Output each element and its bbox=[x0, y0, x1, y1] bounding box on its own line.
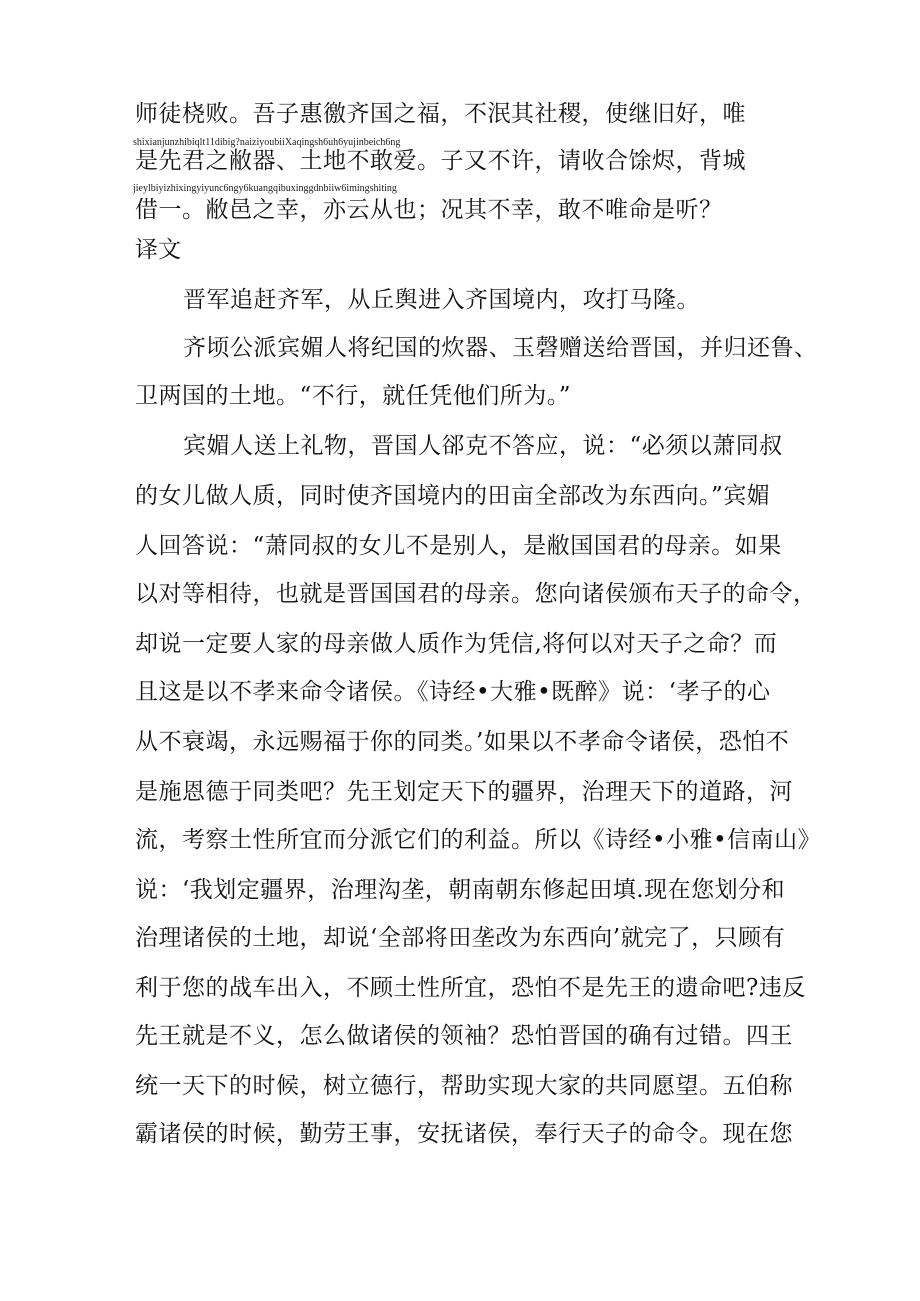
translation-paragraph-line: 人回答说：“萧同叔的女儿不是别人，是敝国国君的母亲。如果 bbox=[135, 533, 782, 559]
translation-paragraph-line: 卫两国的土地。“不行，就任凭他们所为。” bbox=[135, 383, 572, 409]
translation-paragraph-line: 晋军追赶齐军，从丘舆进入齐国境内，攻打马隆。 bbox=[183, 287, 700, 313]
translation-paragraph-line: 齐顷公派宾媚人将纪国的炊器、玉磬赠送给晋国，并归还鲁、 bbox=[183, 335, 818, 361]
translation-paragraph-line: 且这是以不孝来命令诸侯。《诗经•大雅•既醉》说：‘孝子的心 bbox=[135, 679, 771, 705]
pinyin-line-2: jieylbiyizhixingyiyunc6ngy6kuangqibuxinggdnbiiw6imingshiting bbox=[133, 183, 397, 194]
translation-paragraph-line: 流，考察土性所宜而分派它们的利益。所以《诗经•小雅•信南山》 bbox=[135, 827, 822, 853]
translation-paragraph-line: 先王就是不义，怎么做诸侯的领袖？恐怕晋国的确有过错。四王 bbox=[135, 1023, 793, 1049]
pinyin-line-1: shixianjunzhibiqlt11dibig?naiziyoubiiXaqingsh6uh6yujinbeich6ng bbox=[133, 137, 401, 148]
translation-heading: 译文 bbox=[135, 237, 181, 263]
translation-paragraph-line: 的女儿做人质，同时使齐国境内的田亩全部改为东西向。”宾媚 bbox=[135, 483, 771, 509]
translation-paragraph-line: 说：‘我划定疆界，治理沟垄，朝南朝东修起田填.现在您划分和 bbox=[135, 877, 786, 903]
classical-text-line-3: 借一。敝邑之幸，亦云从也；况其不幸，敢不唯命是听？ bbox=[135, 197, 723, 223]
translation-paragraph-line: 宾媚人送上礼物，晋国人郤克不答应，说：“必须以萧同叔 bbox=[183, 433, 783, 459]
translation-paragraph-line: 霸诸侯的时候，勤劳王事，安抚诸侯，奉行天子的命令。现在您 bbox=[135, 1121, 793, 1147]
translation-paragraph-line: 却说一定要人家的母亲做人质作为凭信,将何以对天子之命？而 bbox=[135, 631, 778, 657]
translation-paragraph-line: 利于您的战车出入，不顾土性所宜，恐怕不是先王的遗命吧?违反 bbox=[135, 975, 806, 1001]
translation-paragraph-line: 治理诸侯的土地，却说‘全部将田垄改为东西向’就完了，只顾有 bbox=[135, 925, 786, 951]
classical-text-line-1: 师徒桡败。吾子惠徼齐国之福，不泯其社稷，使继旧好，唯 bbox=[135, 101, 746, 127]
classical-text-line-2: 是先君之敝器、土地不敢爱。子又不许，请收合馀烬，背城 bbox=[135, 148, 746, 174]
translation-paragraph-line: 统一天下的时候，树立德行，帮助实现大家的共同愿望。五伯称 bbox=[135, 1073, 793, 1099]
translation-paragraph-line: 从不衰竭，永远赐福于你的同类。’如果以不孝命令诸侯，恐怕不 bbox=[135, 729, 790, 755]
translation-paragraph-line: 是施恩德于同类吧？先王划定天下的疆界，治理天下的道路，河 bbox=[135, 779, 793, 805]
translation-paragraph-line: 以对等相待，也就是晋国国君的母亲。您向诸侯颁布天子的命令， bbox=[135, 581, 817, 607]
